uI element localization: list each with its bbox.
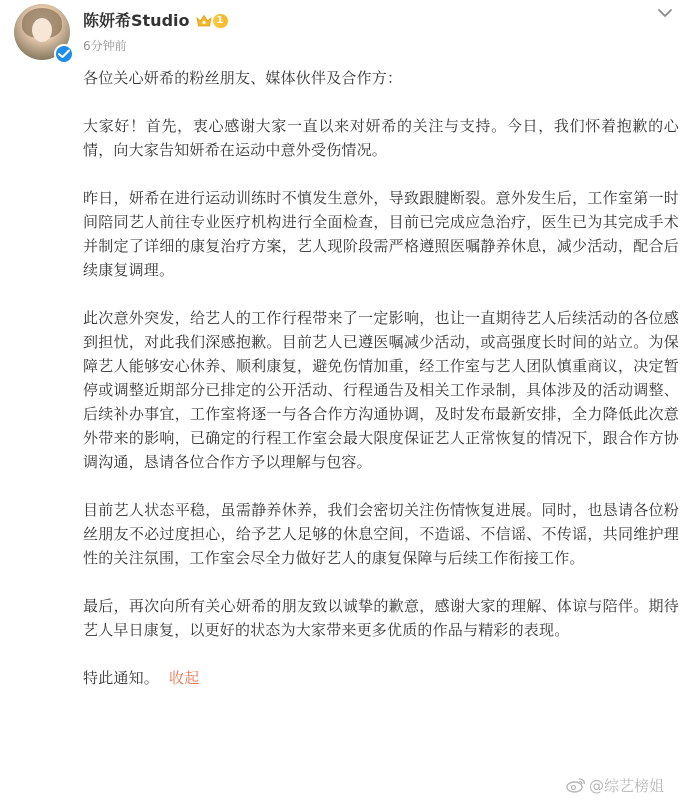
weibo-logo-icon xyxy=(566,777,586,793)
user-level-badge[interactable]: 1 xyxy=(213,14,229,28)
author-row xyxy=(83,10,228,32)
watermark xyxy=(566,774,664,796)
post-paragraph: 昨日，妍希在进行运动训练时不慎发生意外，导致跟腱断裂。意外发生后，工作室第一时间陪同艺人前往专业医疗机构进行全面检查，目前已完成应急治疗，医生已为其完成手术并制定了详细的康复治疗方案，艺人现阶段需严格遵照医嘱静养休息，减少活动，配合后续康复调理。 xyxy=(83,189,679,279)
post-content xyxy=(83,66,679,690)
post-paragraph: 大家好！首先，衷心感谢大家一直以来对妍希的关注与支持。今日，我们怀着抱歉的心情，向大家告知妍希在运动中意外受伤情况。 xyxy=(83,117,679,159)
post-paragraph: 目前艺人状态平稳，虽需静养休养，我们会密切关注伤情恢复进展。同时，也恳请各位粉丝朋友不必过度担心，给予艺人足够的休息空间，不造谣、不信谣、不传谣，共同维护理性的关注氛围，工作室会尽全力做好艺人的康复保障与后续工作衔接工作。 xyxy=(83,501,679,567)
author-name[interactable]: 陈妍希Studio xyxy=(83,11,190,30)
closing-text: 特此通知。 xyxy=(83,669,160,687)
watermark-text: @综艺榜姐 xyxy=(589,776,665,795)
chevron-down-icon[interactable] xyxy=(656,6,674,20)
post-paragraph: 此次意外突发，给艺人的工作行程带来了一定影响，也让一直期待艺人后续活动的各位感到担忧，对此我们深感抱歉。目前艺人已遵医嘱减少活动，或高强度长时间的站立。为保障艺人能够安心休养、顺利康复，避免伤情加重，经工作室与艺人团队慎重商议，决定暂停或调整近期部分已排定的公开活动、行程通告及相关工作录制，具体涉及的活动调整、后续补办事宜，工作室将逐一与各合作方沟通协调，及时发布最新安排，全力降低此次意外带来的影响，已确定的行程工作室会最大限度保证艺人正常恢复的情况下，跟合作方协调沟通，恳请各位合作方予以理解与包容。 xyxy=(83,309,679,471)
vip-crown-icon[interactable] xyxy=(196,14,212,28)
post-paragraph: 各位关心妍希的粉丝朋友、媒体伙伴及合作方： xyxy=(83,69,403,87)
avatar-container[interactable] xyxy=(14,4,70,60)
post-paragraph: 最后，再次向所有关心妍希的朋友致以诚挚的歉意，感谢大家的理解、体谅与陪伴。期待艺人早日康复，以更好的状态为大家带来更多优质的作品与精彩的表现。 xyxy=(83,597,679,639)
closing-line xyxy=(83,666,679,690)
collapse-link[interactable]: 收起 xyxy=(169,669,200,687)
post-timestamp[interactable]: 6分钟前 xyxy=(83,39,127,53)
verified-icon xyxy=(54,44,74,64)
